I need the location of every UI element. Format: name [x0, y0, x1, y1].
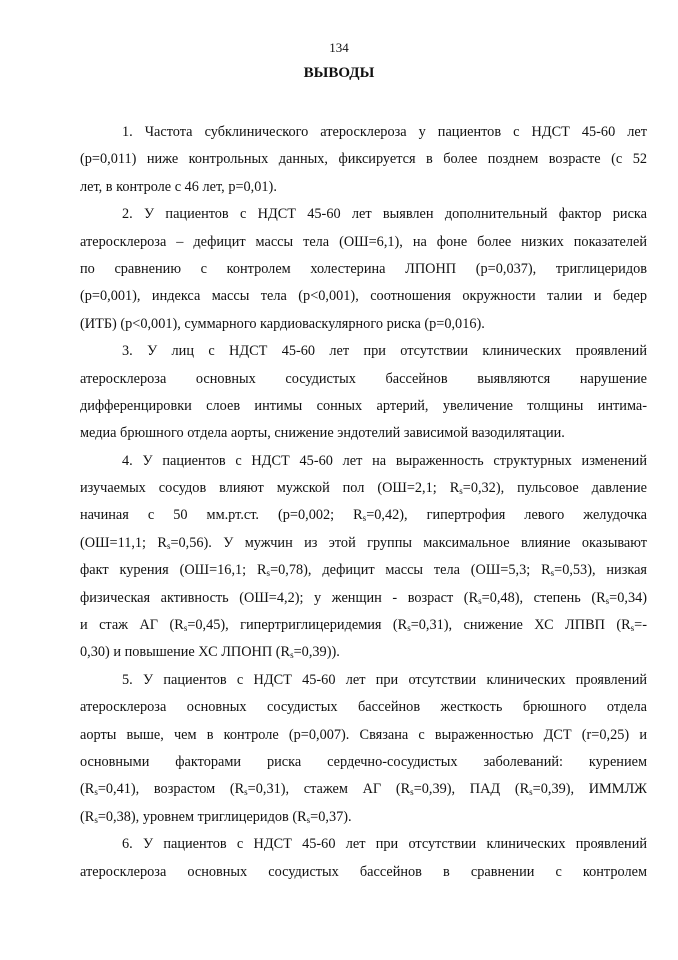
conclusion-paragraph: [80, 667, 647, 831]
text-line: дифференцировки слоев интимы сонных артерий, увеличение толщины интима-: [80, 397, 647, 414]
text-line: медиа брюшного отдела аорты, снижение эндотелий зависимой вазодилятации.: [80, 425, 565, 442]
text-line: атеросклероза основных сосудистых бассейнов в сравнении с контролем: [80, 863, 647, 880]
text-line: аорты выше, чем в контроле (p=0,007). Связана с выраженностью ДСТ (r=0,25) и: [80, 726, 647, 743]
text-line: 1. Частота субклинического атеросклероза у пациентов с НДСТ 45-60 лет: [122, 124, 647, 140]
text-line: (ИТБ) (p<0,001), суммарного кардиоваскулярного риска (p=0,016).: [80, 315, 485, 332]
page-number: 134: [329, 40, 349, 55]
conclusion-paragraph: [80, 119, 647, 201]
text-line: (ОШ=11,1; $R_s=0,56$). У мужчин из этой группы максимальное влияние оказывают: [80, 534, 647, 551]
conclusion-paragraph: [80, 201, 647, 338]
text-line: $(R_s=0,41)$, возрастом $(R_s=0,31)$, стажем АГ $(R_s=0,39)$, ПАД $(R_s=0,39)$, ИММЛЖ: [80, 781, 647, 798]
conclusion-paragraph: [80, 448, 647, 667]
text-line: лет, в контроле с 46 лет, p=0,01).: [80, 178, 277, 195]
text-line: атеросклероза – дефицит массы тела (ОШ=6,1), на фоне более низких показателей: [80, 233, 647, 250]
text-line: $(R_s=0,38)$, уровнем триглицеридов $(R_s=0,37)$.: [80, 808, 352, 825]
text-line: атеросклероза основных сосудистых бассейнов жесткость брюшного отдела: [80, 699, 647, 716]
text-line: 2. У пациентов с НДСТ 45-60 лет выявлен дополнительный фактор риска: [122, 206, 647, 223]
text-line: 3. У лиц с НДСТ 45-60 лет при отсутствии клинических проявлений: [122, 343, 647, 360]
text-line: факт курения (ОШ=16,1; $R_s=0,78$), дефицит массы тела (ОШ=5,3; $R_s=0,53$), низкая: [80, 562, 647, 579]
text-line: (p=0,001), индекса массы тела (p<0,001), соотношения окружности талии и бедер: [80, 288, 647, 305]
text-line: и стаж АГ $(R_s=0,45)$, гипертриглицеридемия $(R_s=0,31)$, снижение ХС ЛПВП ($R_s=-$: [80, 617, 647, 634]
text-line: (p=0,011) ниже контрольных данных, фиксируется в более позднем возрасте (с 52: [80, 151, 647, 168]
conclusion-paragraph: [80, 831, 647, 886]
text-line: основными факторами риска сердечно-сосудистых заболеваний: курением: [80, 753, 647, 770]
conclusions-body: [80, 119, 647, 886]
conclusion-paragraph: [80, 338, 647, 448]
page-heading: ВЫВОДЫ: [303, 65, 375, 81]
text-line: 4. У пациентов с НДСТ 45-60 лет на выраженность структурных изменений: [122, 452, 647, 469]
text-line: начиная с 50 мм.рт.ст. (p=0,002; $R_s=0,42$), гипертрофия левого желудочка: [80, 507, 647, 524]
text-line: 0,30) и повышение ХС ЛПОНП $(R_s=0,39)$).: [80, 644, 340, 661]
text-line: 5. У пациентов с НДСТ 45-60 лет при отсутствии клинических проявлений: [122, 671, 647, 688]
text-line: физическая активность (ОШ=4,2); у женщин - возраст $(R_s=0,48)$, степень $(R_s=0,34)$: [80, 589, 647, 606]
text-line: атеросклероза основных сосудистых бассейнов выявляются нарушение: [80, 370, 647, 387]
text-line: по сравнению с контролем холестерина ЛПОНП (p=0,037), триглицеридов: [80, 260, 647, 277]
text-line: изучаемых сосудов влияют мужской пол (ОШ=2,1; $R_s=0,32$), пульсовое давление: [80, 480, 647, 497]
text-line: 6. У пациентов с НДСТ 45-60 лет при отсутствии клинических проявлений: [122, 836, 647, 853]
